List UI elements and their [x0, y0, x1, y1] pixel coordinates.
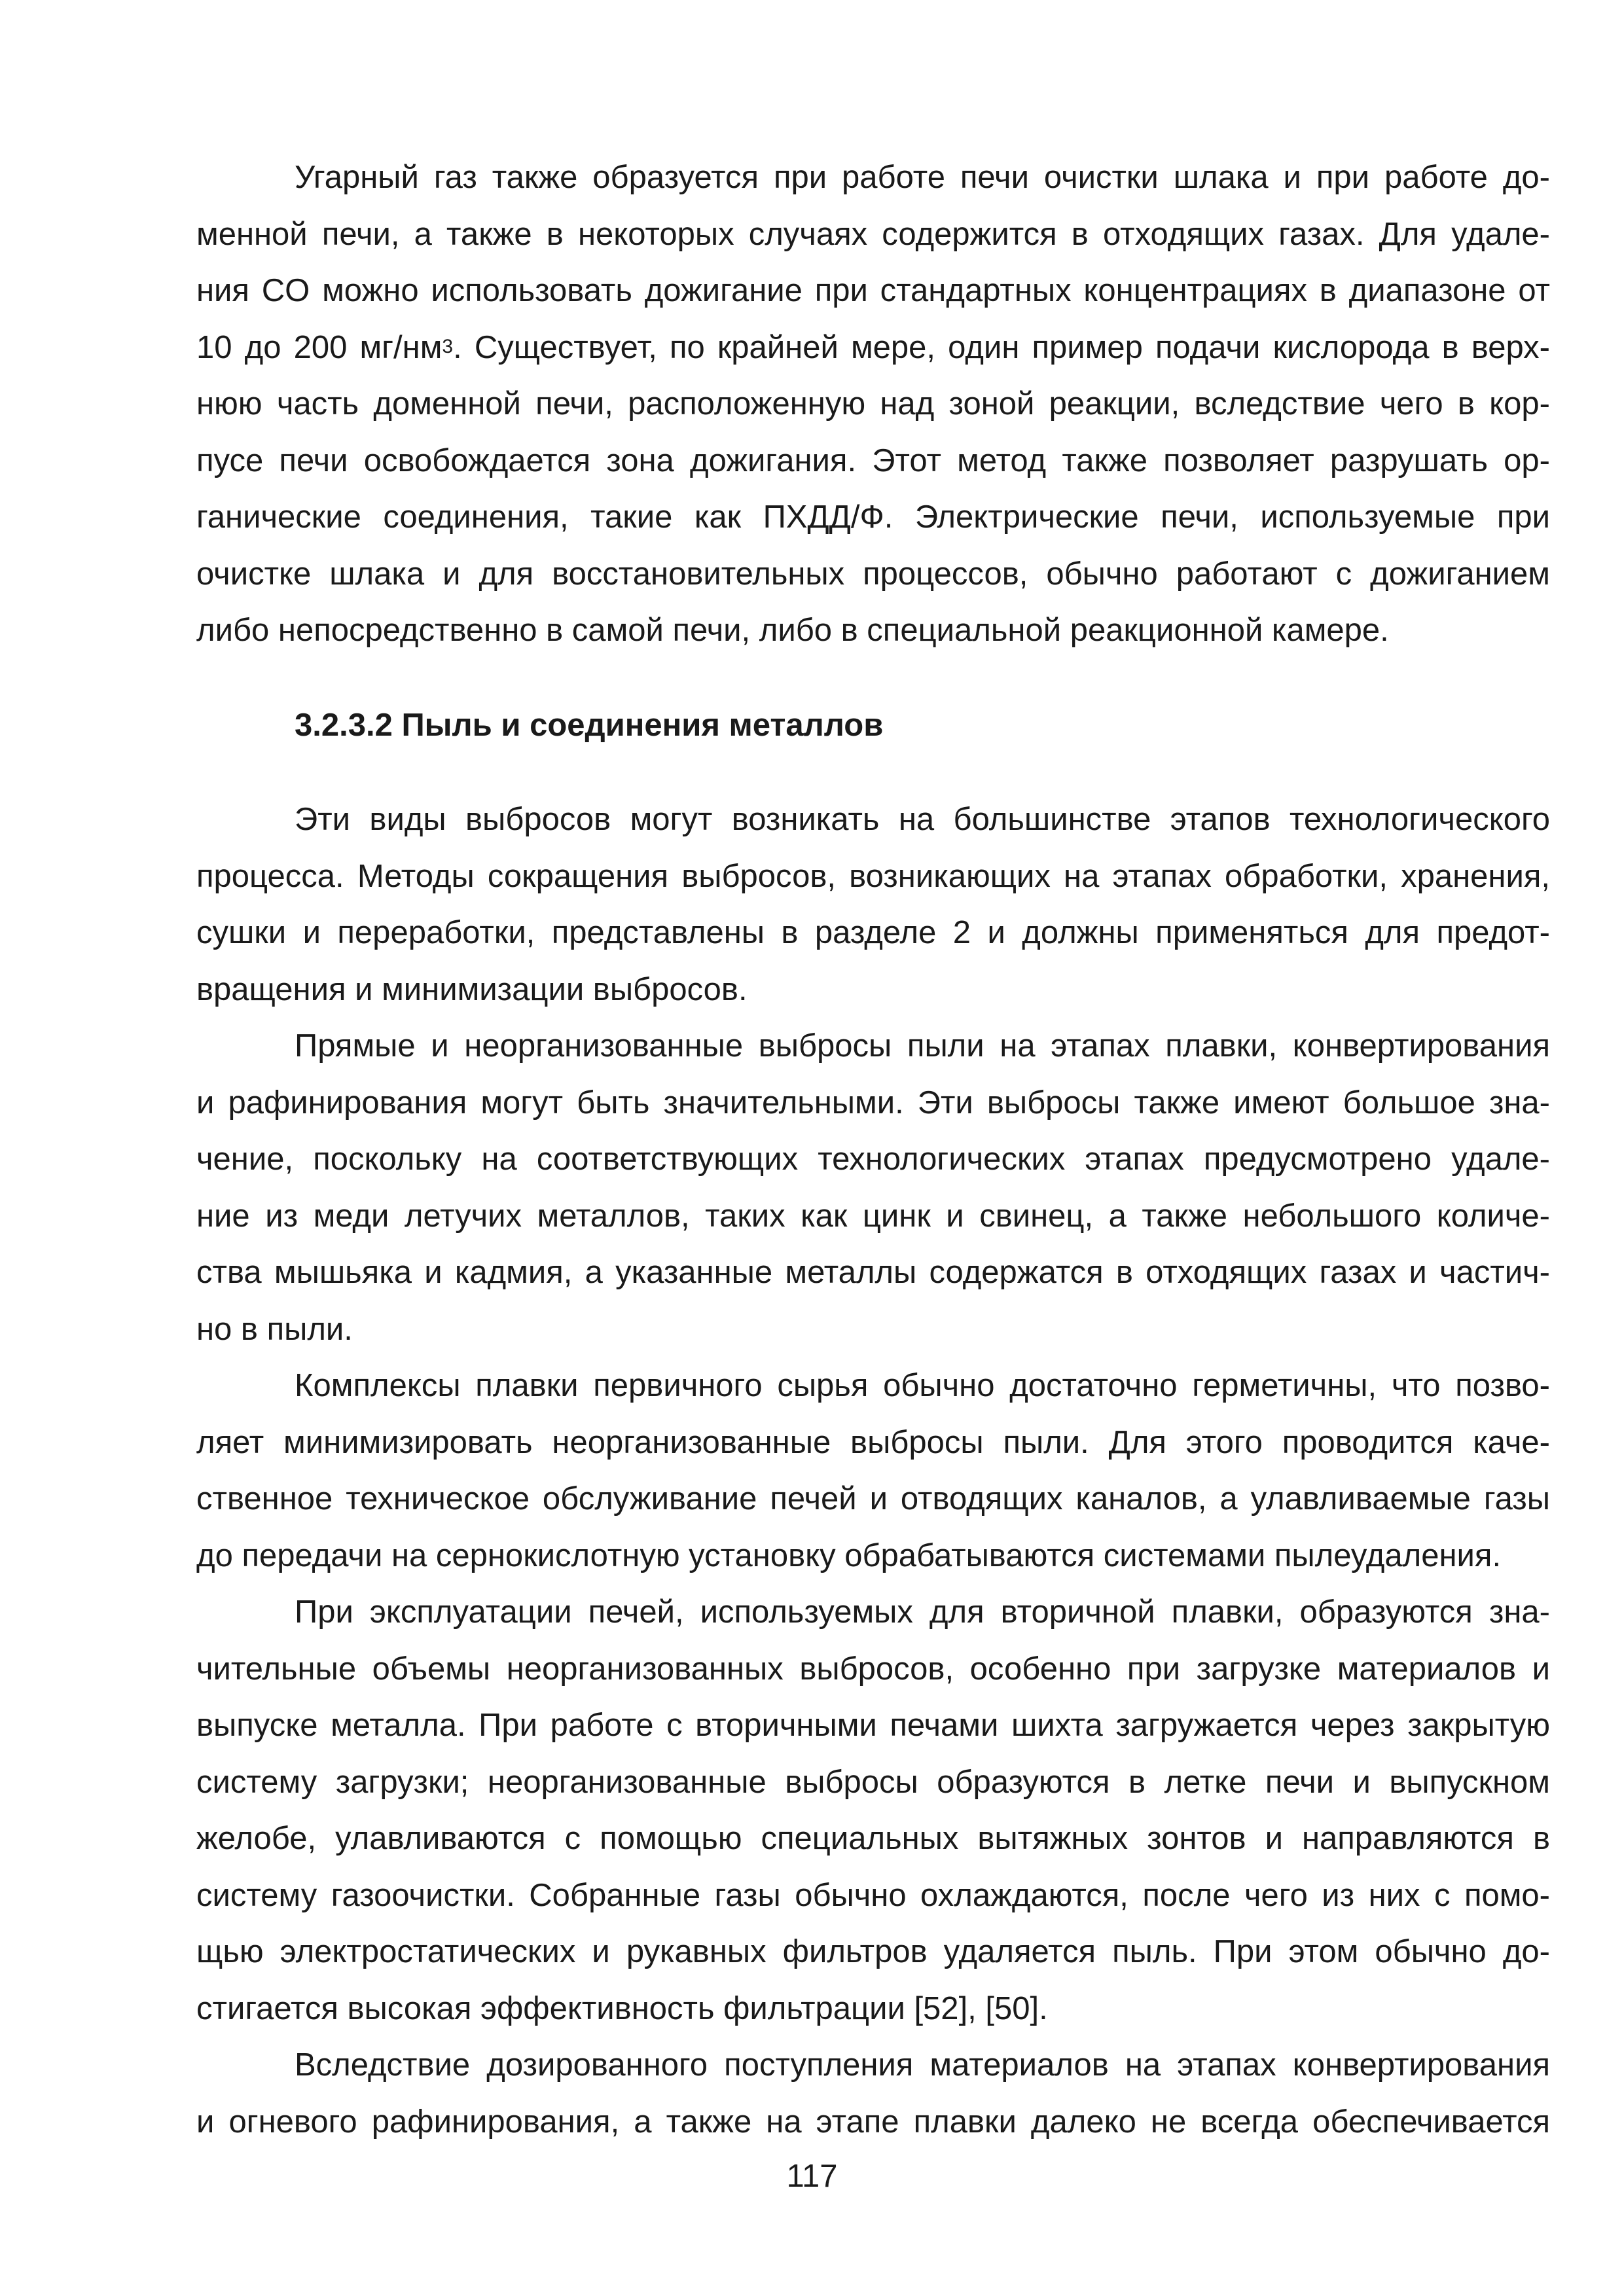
text-line: Прямые и неорганизованные выбросы пыли на этапах плавки, конвертирования: [295, 1028, 1550, 1064]
text-line: но в пыли.: [196, 1311, 353, 1347]
text-line: до передачи на сернокислотную установку обрабатываются системами пылеудаления.: [196, 1537, 1502, 1573]
text-line: чение, поскольку на соответствующих технологических этапах предусмотрено удале-: [196, 1141, 1550, 1177]
section-heading: 3.2.3.2 Пыль и соединения металлов: [295, 707, 884, 743]
text-line: желобе, улавливаются с помощью специальных вытяжных зонтов и направляются в: [196, 1821, 1550, 1856]
spacer: [196, 753, 1550, 791]
paragraph-secondary-furnaces: [196, 1584, 1550, 2037]
text-line: очистке шлака и для восстановительных процессов, обычно работают с дожиганием: [196, 556, 1550, 592]
spacer: [196, 659, 1550, 697]
text-line: ния CO можно использовать дожигание при стандартных концентрациях в диапазоне от: [196, 273, 1550, 308]
document-body: [196, 149, 1550, 2150]
page-number: 117: [786, 2159, 838, 2194]
text-line: вращения и минимизации выбросов.: [196, 971, 748, 1007]
text-line: ганические соединения, такие как ПХДД/Ф. Электрические печи, используемые при: [196, 499, 1550, 535]
text-fragment: . Существует, по крайней мере, один пример подачи кислорода в верх-: [453, 329, 1550, 365]
paragraph-dosed-feeding: [196, 2037, 1550, 2150]
text-line: [196, 319, 1550, 376]
paragraph-direct-emissions: [196, 1018, 1550, 1357]
text-line: При эксплуатации печей, используемых для вторичной плавки, образуются зна-: [295, 1594, 1550, 1630]
text-line: либо непосредственно в самой печи, либо в специальной реакционной камере.: [196, 613, 1389, 648]
text-line: щью электростатических и рукавных фильтров удаляется пыль. При этом обычно до-: [196, 1934, 1550, 1969]
text-fragment: 10 до 200 мг/нм: [196, 329, 442, 365]
paragraph-primary-smelting: [196, 1357, 1550, 1584]
text-line: Комплексы плавки первичного сырья обычно достаточно герметичны, что позво-: [295, 1368, 1550, 1403]
text-line: процесса. Методы сокращения выбросов, возникающих на этапах обработки, хранения,: [196, 858, 1550, 894]
text-line: систему газоочистки. Собранные газы обычно охлаждаются, после чего из них с помо-: [196, 1877, 1550, 1913]
text-line: и рафинирования могут быть значительными. Эти выбросы также имеют большое зна-: [196, 1085, 1550, 1121]
paragraph-carbon-monoxide: [196, 149, 1550, 659]
superscript: 3: [442, 335, 454, 357]
text-line: Вследствие дозированного поступления материалов на этапах конвертирования: [295, 2047, 1550, 2083]
paragraph-emission-types: [196, 791, 1550, 1018]
text-line: и огневого рафинирования, а также на этапе плавки далеко не всегда обеспечивается: [196, 2104, 1550, 2140]
text-line: ние из меди летучих металлов, таких как цинк и свинец, а также небольшого количе-: [196, 1198, 1550, 1234]
text-line: менной печи, а также в некоторых случаях содержится в отходящих газах. Для удале-: [196, 216, 1550, 252]
text-line: ственное техническое обслуживание печей и отводящих каналов, а улавливаемые газы: [196, 1481, 1550, 1516]
text-line: пусе печи освобождается зона дожигания. Этот метод также позволяет разрушать ор-: [196, 442, 1550, 478]
text-line: сушки и переработки, представлены в разделе 2 и должны применяться для предот-: [196, 915, 1550, 950]
text-line: Эти виды выбросов могут возникать на большинстве этапов технологического: [295, 802, 1550, 837]
text-line: чительные объемы неорганизованных выбросов, особенно при загрузке материалов и: [196, 1651, 1550, 1687]
text-line: ства мышьяка и кадмия, а указанные металлы содержатся в отходящих газах и частич-: [196, 1255, 1550, 1290]
text-line: Угарный газ также образуется при работе печи очистки шлака и при работе до-: [295, 160, 1550, 195]
text-line: нюю часть доменной печи, расположенную над зоной реакции, вследствие чего в кор-: [196, 386, 1550, 422]
text-line: стигается высокая эффективность фильтрации [52], [50].: [196, 1990, 1048, 2026]
text-line: ляет минимизировать неорганизованные выбросы пыли. Для этого проводится каче-: [196, 1424, 1550, 1460]
text-line: систему загрузки; неорганизованные выбросы образуются в летке печи и выпускном: [196, 1764, 1550, 1800]
text-line: выпуске металла. При работе с вторичными печами шихта загружается через закрытую: [196, 1708, 1550, 1743]
